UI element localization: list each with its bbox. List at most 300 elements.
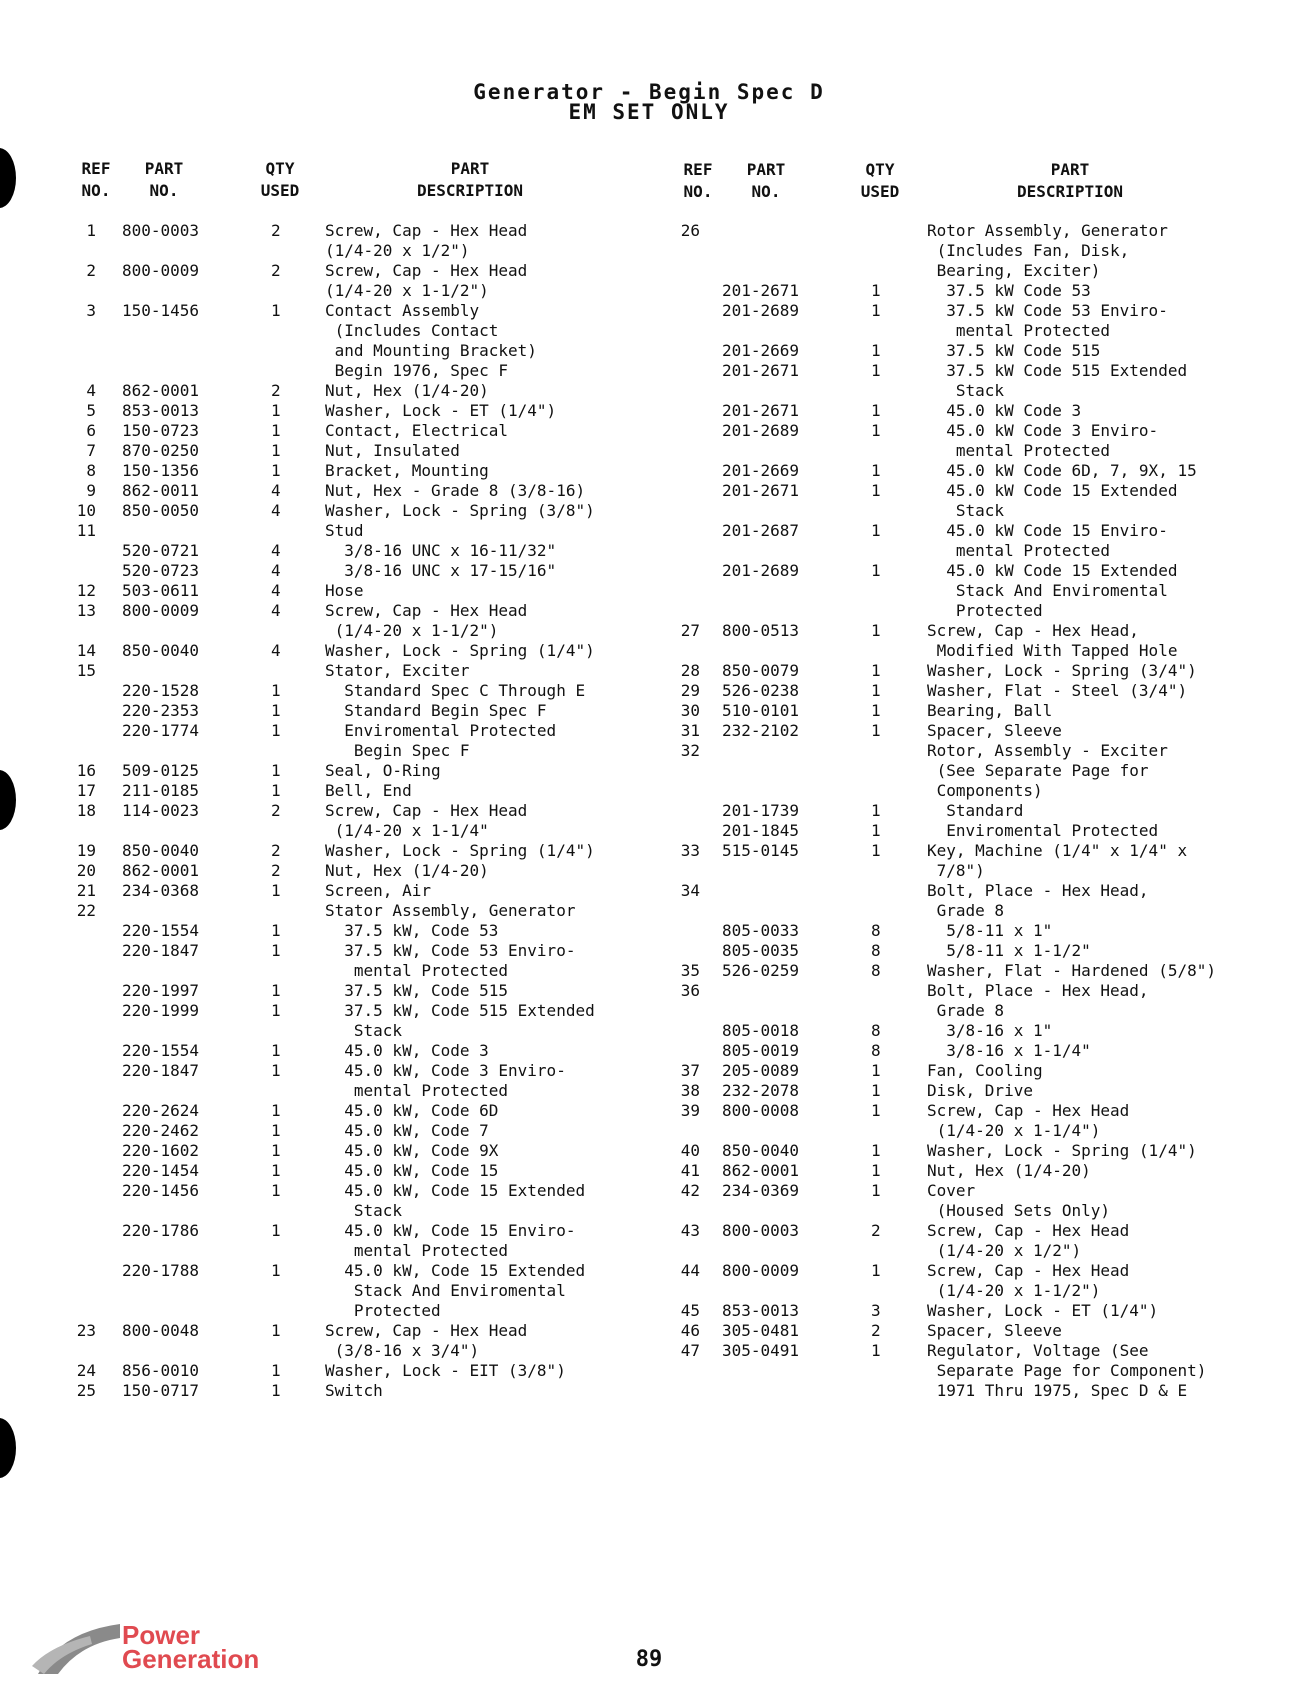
parts-row [676, 521, 1256, 541]
header-desc-right: PART DESCRIPTION [1017, 160, 1123, 201]
part-ref: 13 [76, 601, 96, 620]
part-ref: 12 [76, 581, 96, 600]
part-qty: 1 [871, 481, 881, 500]
part-ref: 41 [680, 1161, 700, 1180]
part-description: Grade 8 [927, 901, 1005, 920]
parts-row [676, 1121, 1256, 1141]
parts-row [676, 1141, 1256, 1161]
part-qty: 3 [871, 1301, 881, 1320]
part-ref: 32 [680, 741, 700, 760]
parts-row [676, 721, 1256, 741]
part-number: 800-0009 [122, 601, 200, 620]
part-description: (1/4-20 x 1/2") [927, 1241, 1082, 1260]
part-description: Nut, Insulated [325, 441, 460, 460]
part-description: Screw, Cap - Hex Head [927, 1101, 1130, 1120]
part-description: Stator Assembly, Generator [325, 901, 576, 920]
part-ref: 9 [86, 481, 96, 500]
part-description: Begin 1976, Spec F [325, 361, 509, 380]
parts-row [74, 1021, 634, 1041]
parts-row [74, 1301, 634, 1321]
parts-row [74, 361, 634, 381]
part-qty: 1 [871, 821, 881, 840]
parts-row [74, 321, 634, 341]
parts-row [74, 441, 634, 461]
part-description: Cover [927, 1181, 976, 1200]
part-number: 853-0013 [722, 1301, 800, 1320]
part-qty: 1 [871, 1341, 881, 1360]
parts-row [676, 481, 1256, 501]
part-number: 526-0238 [722, 681, 800, 700]
header-ref-right: REF NO. [683, 160, 713, 201]
part-description: Rotor, Assembly - Exciter [927, 741, 1168, 760]
parts-row [74, 581, 634, 601]
part-ref: 15 [76, 661, 96, 680]
parts-row [74, 621, 634, 641]
parts-row [74, 381, 634, 401]
parts-row [74, 1001, 634, 1021]
part-description: Protected [325, 1301, 441, 1320]
part-number: 201-2687 [722, 521, 800, 540]
parts-row [676, 981, 1256, 1001]
part-ref: 46 [680, 1321, 700, 1340]
part-description: mental Protected [325, 961, 509, 980]
parts-row [676, 1201, 1256, 1221]
part-qty: 1 [871, 361, 881, 380]
part-qty: 2 [271, 801, 281, 820]
parts-row [676, 621, 1256, 641]
part-description: Components) [927, 781, 1043, 800]
parts-row [676, 1241, 1256, 1261]
parts-row [676, 1361, 1256, 1381]
parts-row [74, 481, 634, 501]
part-description: Washer, Lock - ET (1/4") [325, 401, 557, 420]
part-ref: 47 [680, 1341, 700, 1360]
parts-row [74, 1061, 634, 1081]
part-qty: 1 [871, 421, 881, 440]
parts-row [676, 641, 1256, 661]
part-description: (3/8-16 x 3/4") [325, 1341, 480, 1360]
parts-row [74, 521, 634, 541]
part-qty: 1 [871, 521, 881, 540]
part-number: 232-2078 [722, 1081, 800, 1100]
part-qty: 2 [271, 381, 281, 400]
part-description: 5/8-11 x 1-1/2" [927, 941, 1091, 960]
parts-row [74, 1241, 634, 1261]
part-number: 520-0721 [122, 541, 200, 560]
part-qty: 4 [271, 501, 281, 520]
parts-row [676, 761, 1256, 781]
part-description: mental Protected [927, 441, 1111, 460]
parts-row [676, 801, 1256, 821]
part-description: (1/4-20 x 1-1/2") [325, 621, 499, 640]
parts-row [676, 1001, 1256, 1021]
part-ref: 25 [76, 1381, 96, 1400]
part-ref: 4 [86, 381, 96, 400]
part-ref: 11 [76, 521, 96, 540]
part-qty: 1 [271, 1321, 281, 1340]
part-number: 856-0010 [122, 1361, 200, 1380]
part-number: 201-2671 [722, 361, 800, 380]
part-number: 220-1788 [122, 1261, 200, 1280]
parts-row [676, 401, 1256, 421]
part-qty: 1 [271, 1121, 281, 1140]
part-number: 220-1847 [122, 1061, 200, 1080]
part-description: Washer, Flat - Steel (3/4") [927, 681, 1188, 700]
parts-row [74, 781, 634, 801]
part-qty: 1 [271, 1221, 281, 1240]
part-ref: 18 [76, 801, 96, 820]
part-qty: 1 [871, 681, 881, 700]
part-description: mental Protected [927, 541, 1111, 560]
parts-list-right [676, 221, 1256, 1401]
part-description: Washer, Lock - EIT (3/8") [325, 1361, 566, 1380]
part-number: 800-0009 [122, 261, 200, 280]
part-description: Spacer, Sleeve [927, 721, 1062, 740]
part-description: 45.0 kW, Code 15 Extended [325, 1181, 586, 1200]
part-number: 526-0259 [722, 961, 800, 980]
part-description: Seal, O-Ring [325, 761, 441, 780]
part-description: 45.0 kW, Code 15 [325, 1161, 499, 1180]
header-desc-left: PART DESCRIPTION [417, 159, 523, 200]
part-qty: 1 [871, 1161, 881, 1180]
parts-row [74, 881, 634, 901]
part-number: 201-2669 [722, 461, 800, 480]
page-title: Generator - Begin Spec D [473, 80, 825, 104]
part-number: 201-2671 [722, 401, 800, 420]
part-description: 37.5 kW Code 515 Extended [927, 361, 1188, 380]
part-description: 3/8-16 UNC x 17-15/16" [325, 561, 557, 580]
parts-row [676, 1281, 1256, 1301]
part-qty: 1 [871, 401, 881, 420]
parts-row [74, 241, 634, 261]
part-number: 520-0723 [122, 561, 200, 580]
part-number: 800-0008 [722, 1101, 800, 1120]
header-qty-right: QTY USED [860, 160, 900, 201]
part-description: Stack And Enviromental [927, 581, 1168, 600]
part-qty: 1 [871, 341, 881, 360]
parts-row [74, 741, 634, 761]
parts-row [74, 1141, 634, 1161]
parts-row [74, 841, 634, 861]
part-description: Standard Begin Spec F [325, 701, 547, 720]
part-description: 45.0 kW Code 15 Extended [927, 561, 1178, 580]
part-description: (See Separate Page for [927, 761, 1149, 780]
part-description: Rotor Assembly, Generator [927, 221, 1168, 240]
part-description: Screen, Air [325, 881, 431, 900]
part-ref: 1 [86, 221, 96, 240]
parts-row [74, 1161, 634, 1181]
parts-list-left [74, 221, 634, 1401]
part-ref: 6 [86, 421, 96, 440]
parts-row [74, 981, 634, 1001]
part-description: Screw, Cap - Hex Head [927, 1221, 1130, 1240]
part-description: Screw, Cap - Hex Head [325, 221, 528, 240]
part-qty: 2 [871, 1321, 881, 1340]
parts-row [676, 1021, 1256, 1041]
parts-row [74, 221, 634, 241]
part-description: Nut, Hex (1/4-20) [927, 1161, 1091, 1180]
parts-row [676, 881, 1256, 901]
part-number: 850-0040 [722, 1141, 800, 1160]
parts-row [676, 261, 1256, 281]
parts-row [676, 941, 1256, 961]
parts-row [676, 1081, 1256, 1101]
parts-row [676, 1161, 1256, 1181]
part-qty: 1 [271, 1141, 281, 1160]
part-description: Standard Spec C Through E [325, 681, 586, 700]
part-number: 150-0717 [122, 1381, 200, 1400]
parts-row [74, 961, 634, 981]
part-ref: 7 [86, 441, 96, 460]
part-description: Stack [325, 1201, 403, 1220]
part-number: 114-0023 [122, 801, 200, 820]
part-description: 45.0 kW Code 3 [927, 401, 1082, 420]
part-qty: 1 [871, 301, 881, 320]
part-ref: 23 [76, 1321, 96, 1340]
parts-row [676, 1181, 1256, 1201]
parts-row [74, 561, 634, 581]
part-qty: 1 [271, 1001, 281, 1020]
parts-row [676, 461, 1256, 481]
part-description: 45.0 kW, Code 3 [325, 1041, 489, 1060]
part-number: 220-2624 [122, 1101, 200, 1120]
part-description: 37.5 kW Code 515 [927, 341, 1101, 360]
part-qty: 2 [271, 261, 281, 280]
part-number: 800-0048 [122, 1321, 200, 1340]
header-ref-left: REF NO. [81, 159, 111, 200]
parts-row [676, 1301, 1256, 1321]
parts-row [74, 1121, 634, 1141]
part-description: Enviromental Protected [325, 721, 557, 740]
part-description: Disk, Drive [927, 1081, 1033, 1100]
parts-row [676, 361, 1256, 381]
header-qty-left: QTY USED [260, 159, 300, 200]
part-description: 37.5 kW Code 53 [927, 281, 1091, 300]
parts-row [74, 1341, 634, 1361]
part-description: (1/4-20 x 1-1/2") [325, 281, 489, 300]
part-qty: 1 [871, 841, 881, 860]
part-number: 862-0001 [122, 381, 200, 400]
part-number: 220-1554 [122, 1041, 200, 1060]
part-number: 201-2669 [722, 341, 800, 360]
part-number: 853-0013 [122, 401, 200, 420]
part-number: 220-1774 [122, 721, 200, 740]
part-qty: 1 [271, 1041, 281, 1060]
parts-row [676, 241, 1256, 261]
part-qty: 1 [871, 281, 881, 300]
part-description: Stack [927, 381, 1005, 400]
parts-row [74, 401, 634, 421]
part-description: 45.0 kW Code 15 Enviro- [927, 521, 1168, 540]
parts-row [676, 581, 1256, 601]
part-qty: 2 [871, 1221, 881, 1240]
parts-row [74, 1041, 634, 1061]
part-description: Grade 8 [927, 1001, 1005, 1020]
part-qty: 1 [271, 1361, 281, 1380]
part-number: 503-0611 [122, 581, 200, 600]
part-number: 800-0513 [722, 621, 800, 640]
parts-row [74, 641, 634, 661]
part-qty: 2 [271, 221, 281, 240]
part-qty: 4 [271, 641, 281, 660]
parts-row [676, 921, 1256, 941]
part-ref: 5 [86, 401, 96, 420]
part-description: Washer, Lock - Spring (1/4") [325, 841, 595, 860]
part-description: 45.0 kW, Code 9X [325, 1141, 499, 1160]
part-qty: 4 [271, 561, 281, 580]
parts-row [676, 1261, 1256, 1281]
part-description: Washer, Lock - Spring (1/4") [325, 641, 595, 660]
parts-row [676, 781, 1256, 801]
part-description: Nut, Hex (1/4-20) [325, 861, 489, 880]
parts-row [74, 901, 634, 921]
binder-hole [0, 1418, 16, 1478]
part-ref: 28 [680, 661, 700, 680]
part-description: Washer, Flat - Hardened (5/8") [927, 961, 1216, 980]
part-ref: 2 [86, 261, 96, 280]
parts-row [74, 541, 634, 561]
parts-row [676, 681, 1256, 701]
parts-row [74, 701, 634, 721]
part-description: Screw, Cap - Hex Head [927, 1261, 1130, 1280]
part-qty: 1 [271, 721, 281, 740]
part-qty: 1 [271, 941, 281, 960]
parts-row [74, 861, 634, 881]
part-qty: 1 [871, 661, 881, 680]
parts-row [676, 221, 1256, 241]
parts-row [676, 1381, 1256, 1401]
header-part-left: PART NO. [144, 159, 184, 200]
part-number: 805-0035 [722, 941, 800, 960]
part-description: Washer, Lock - Spring (3/4") [927, 661, 1197, 680]
part-description: Stack [927, 501, 1005, 520]
part-number: 150-1356 [122, 461, 200, 480]
part-description: Protected [927, 601, 1043, 620]
part-ref: 16 [76, 761, 96, 780]
part-qty: 1 [871, 1061, 881, 1080]
part-qty: 1 [271, 1101, 281, 1120]
parts-row [676, 1061, 1256, 1081]
part-description: Screw, Cap - Hex Head [325, 801, 528, 820]
part-description: Bearing, Ball [927, 701, 1053, 720]
part-ref: 36 [680, 981, 700, 1000]
part-ref: 19 [76, 841, 96, 860]
part-description: 45.0 kW, Code 3 Enviro- [325, 1061, 566, 1080]
parts-row [74, 281, 634, 301]
part-ref: 21 [76, 881, 96, 900]
part-description: 45.0 kW, Code 15 Extended [325, 1261, 586, 1280]
part-qty: 1 [271, 781, 281, 800]
parts-row [676, 421, 1256, 441]
part-number: 220-1786 [122, 1221, 200, 1240]
part-number: 201-2689 [722, 301, 800, 320]
part-description: (1/4-20 x 1-1/2") [927, 1281, 1101, 1300]
part-qty: 4 [271, 601, 281, 620]
parts-row [74, 1381, 634, 1401]
part-number: 862-0001 [722, 1161, 800, 1180]
part-description: (Includes Contact [325, 321, 499, 340]
part-description: 45.0 kW, Code 15 Enviro- [325, 1221, 576, 1240]
part-description: Screw, Cap - Hex Head [325, 261, 528, 280]
part-description: 45.0 kW, Code 6D [325, 1101, 499, 1120]
part-number: 850-0050 [122, 501, 200, 520]
part-description: 3/8-16 x 1" [927, 1021, 1053, 1040]
part-ref: 24 [76, 1361, 96, 1380]
part-description: Screw, Cap - Hex Head, [927, 621, 1139, 640]
part-qty: 4 [271, 581, 281, 600]
parts-row [74, 721, 634, 741]
part-number: 800-0009 [722, 1261, 800, 1280]
part-description: 45.0 kW Code 3 Enviro- [927, 421, 1159, 440]
part-description: (Housed Sets Only) [927, 1201, 1111, 1220]
part-number: 510-0101 [722, 701, 800, 720]
part-number: 862-0001 [122, 861, 200, 880]
part-ref: 42 [680, 1181, 700, 1200]
part-qty: 1 [271, 401, 281, 420]
part-qty: 1 [271, 1261, 281, 1280]
part-number: 870-0250 [122, 441, 200, 460]
part-ref: 8 [86, 461, 96, 480]
part-description: Standard [927, 801, 1024, 820]
part-description: 7/8") [927, 861, 985, 880]
part-description: Stud [325, 521, 364, 540]
part-ref: 43 [680, 1221, 700, 1240]
binder-hole [0, 770, 16, 830]
part-ref: 39 [680, 1101, 700, 1120]
part-number: 220-1602 [122, 1141, 200, 1160]
part-qty: 1 [271, 1181, 281, 1200]
part-number: 220-1456 [122, 1181, 200, 1200]
part-number: 305-0481 [722, 1321, 800, 1340]
part-ref: 10 [76, 501, 96, 520]
part-number: 862-0011 [122, 481, 200, 500]
part-description: (1/4-20 x 1/2") [325, 241, 470, 260]
part-ref: 26 [680, 221, 700, 240]
part-number: 805-0018 [722, 1021, 800, 1040]
parts-row [74, 1281, 634, 1301]
part-number: 220-1454 [122, 1161, 200, 1180]
part-description: mental Protected [325, 1241, 509, 1260]
part-description: and Mounting Bracket) [325, 341, 537, 360]
part-qty: 1 [271, 701, 281, 720]
part-description: 1971 Thru 1975, Spec D & E [927, 1381, 1188, 1400]
part-qty: 1 [271, 1161, 281, 1180]
parts-row [74, 1081, 634, 1101]
part-ref: 3 [86, 301, 96, 320]
parts-row [74, 301, 634, 321]
parts-row [74, 261, 634, 281]
part-qty: 1 [271, 1381, 281, 1400]
part-number: 234-0368 [122, 881, 200, 900]
part-ref: 17 [76, 781, 96, 800]
parts-row [74, 501, 634, 521]
part-qty: 4 [271, 481, 281, 500]
part-number: 234-0369 [722, 1181, 800, 1200]
part-number: 220-1847 [122, 941, 200, 960]
parts-row [676, 1321, 1256, 1341]
parts-row [676, 961, 1256, 981]
part-number: 850-0079 [722, 661, 800, 680]
part-description: Separate Page for Component) [927, 1361, 1207, 1380]
part-number: 205-0089 [722, 1061, 800, 1080]
part-ref: 37 [680, 1061, 700, 1080]
part-description: Switch [325, 1381, 383, 1400]
parts-row [676, 601, 1256, 621]
parts-row [74, 941, 634, 961]
part-qty: 1 [271, 881, 281, 900]
parts-row [74, 601, 634, 621]
part-ref: 33 [680, 841, 700, 860]
